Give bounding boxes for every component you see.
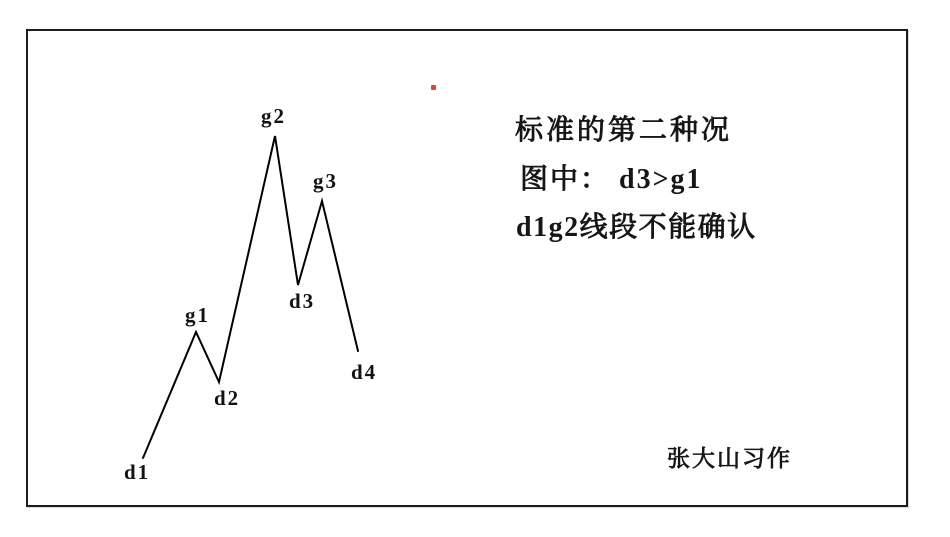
point-label-d1: d1 xyxy=(124,460,151,484)
red-dot-mark xyxy=(431,85,436,90)
signature: 张大山习作 xyxy=(667,446,792,471)
annotation-title: 标准的第二种况 xyxy=(515,115,733,146)
point-label-d3: d3 xyxy=(289,289,316,313)
annotation-condition: 图中： d3>g1 xyxy=(520,164,703,195)
point-label-d2: d2 xyxy=(214,386,241,410)
point-label-g1: g1 xyxy=(185,303,210,327)
diagram-frame xyxy=(26,29,908,507)
annotation-conclusion: d1g2线段不能确认 xyxy=(516,212,757,243)
point-label-d4: d4 xyxy=(351,360,378,384)
point-label-g3: g3 xyxy=(313,169,338,193)
point-label-g2: g2 xyxy=(261,104,286,128)
